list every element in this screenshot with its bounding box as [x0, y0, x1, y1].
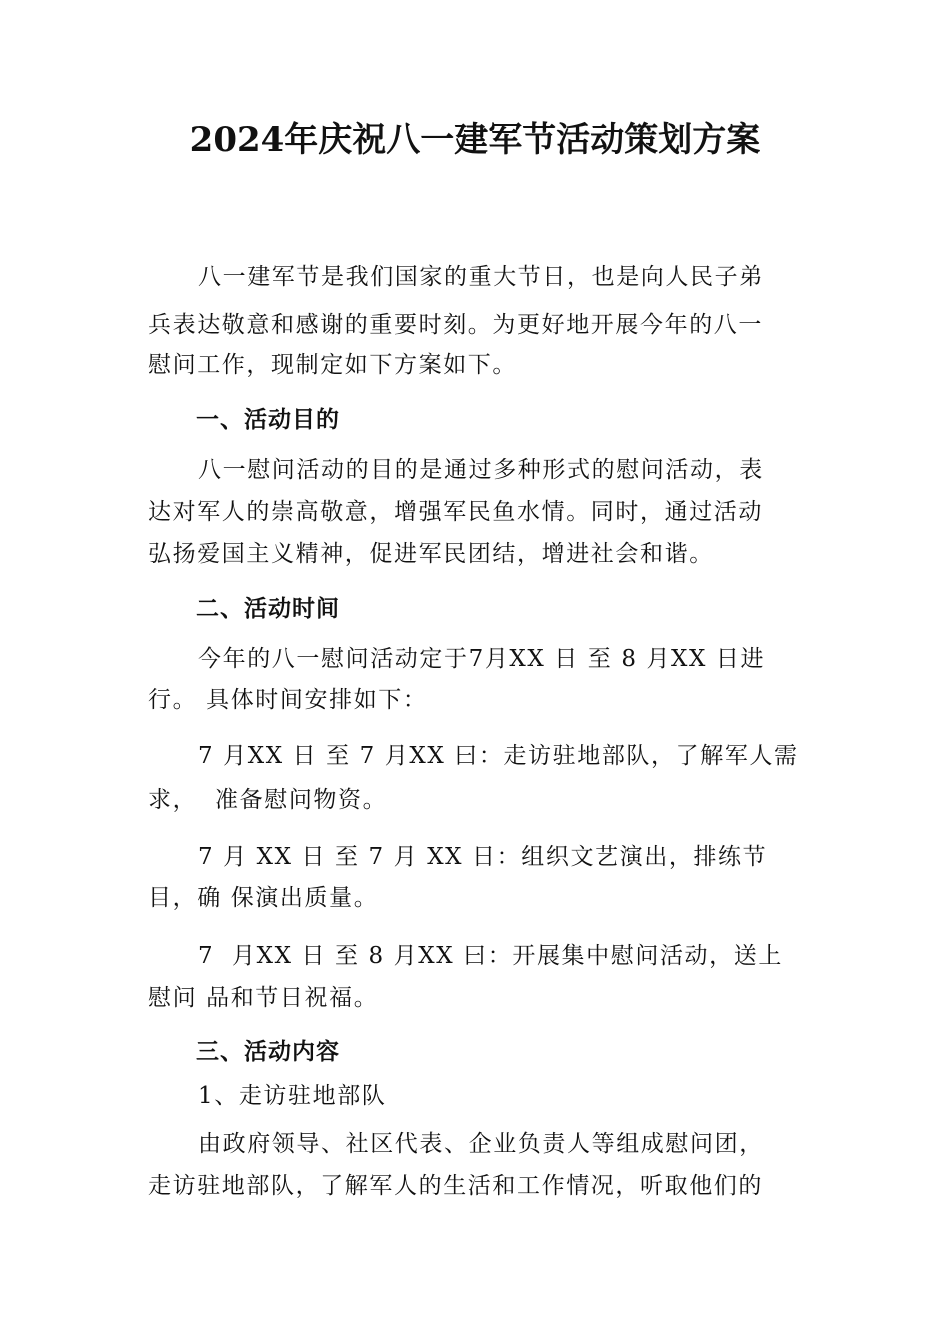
paragraph-line: 今年的八一慰问活动定于7月XX 日 至 8 月XX 日进: [198, 646, 766, 672]
section-heading: 二、活动时间: [196, 595, 340, 622]
paragraph-line: 八一建军节是我们国家的重大节日，也是向人民子弟: [198, 264, 764, 290]
schedule-line: 慰问 品和节日祝福。: [148, 985, 379, 1011]
section-heading: 三、活动内容: [196, 1038, 340, 1065]
paragraph-line: 八一慰问活动的目的是通过多种形式的慰问活动，表: [198, 457, 764, 483]
subsection-heading: 1、走访驻地部队: [198, 1083, 387, 1109]
section-heading: 一、活动目的: [196, 406, 340, 433]
paragraph-line: 行。 具体时间安排如下：: [148, 687, 428, 713]
paragraph-line: 兵表达敬意和感谢的重要时刻。为更好地开展今年的八一: [148, 312, 763, 338]
schedule-line: 目，确 保演出质量。: [148, 885, 379, 911]
paragraph-line: 慰问工作，现制定如下方案如下。: [148, 352, 517, 378]
schedule-line: 求， 准备慰问物资。: [148, 787, 388, 813]
document-title: 2024年庆祝八一建军节活动策划方案: [189, 120, 761, 160]
paragraph-line: 由政府领导、社区代表、企业负责人等组成慰问团，: [198, 1131, 764, 1157]
schedule-line: 7 月XX 日 至 8 月XX 曰：开展集中慰问活动，送上: [198, 943, 783, 969]
paragraph-line: 弘扬爱国主义精神，促进军民团结，增进社会和谐。: [148, 541, 714, 567]
paragraph-line: 走访驻地部队，了解军人的生活和工作情况，听取他们的: [148, 1173, 763, 1199]
schedule-line: 7 月 XX 日 至 7 月 XX 日：组织文艺演出，排练节: [198, 844, 768, 870]
schedule-line: 7 月XX 日 至 7 月XX 曰：走访驻地部队，了解军人需: [198, 743, 799, 769]
paragraph-line: 达对军人的崇高敬意，增强军民鱼水情。同时，通过活动: [148, 499, 763, 525]
